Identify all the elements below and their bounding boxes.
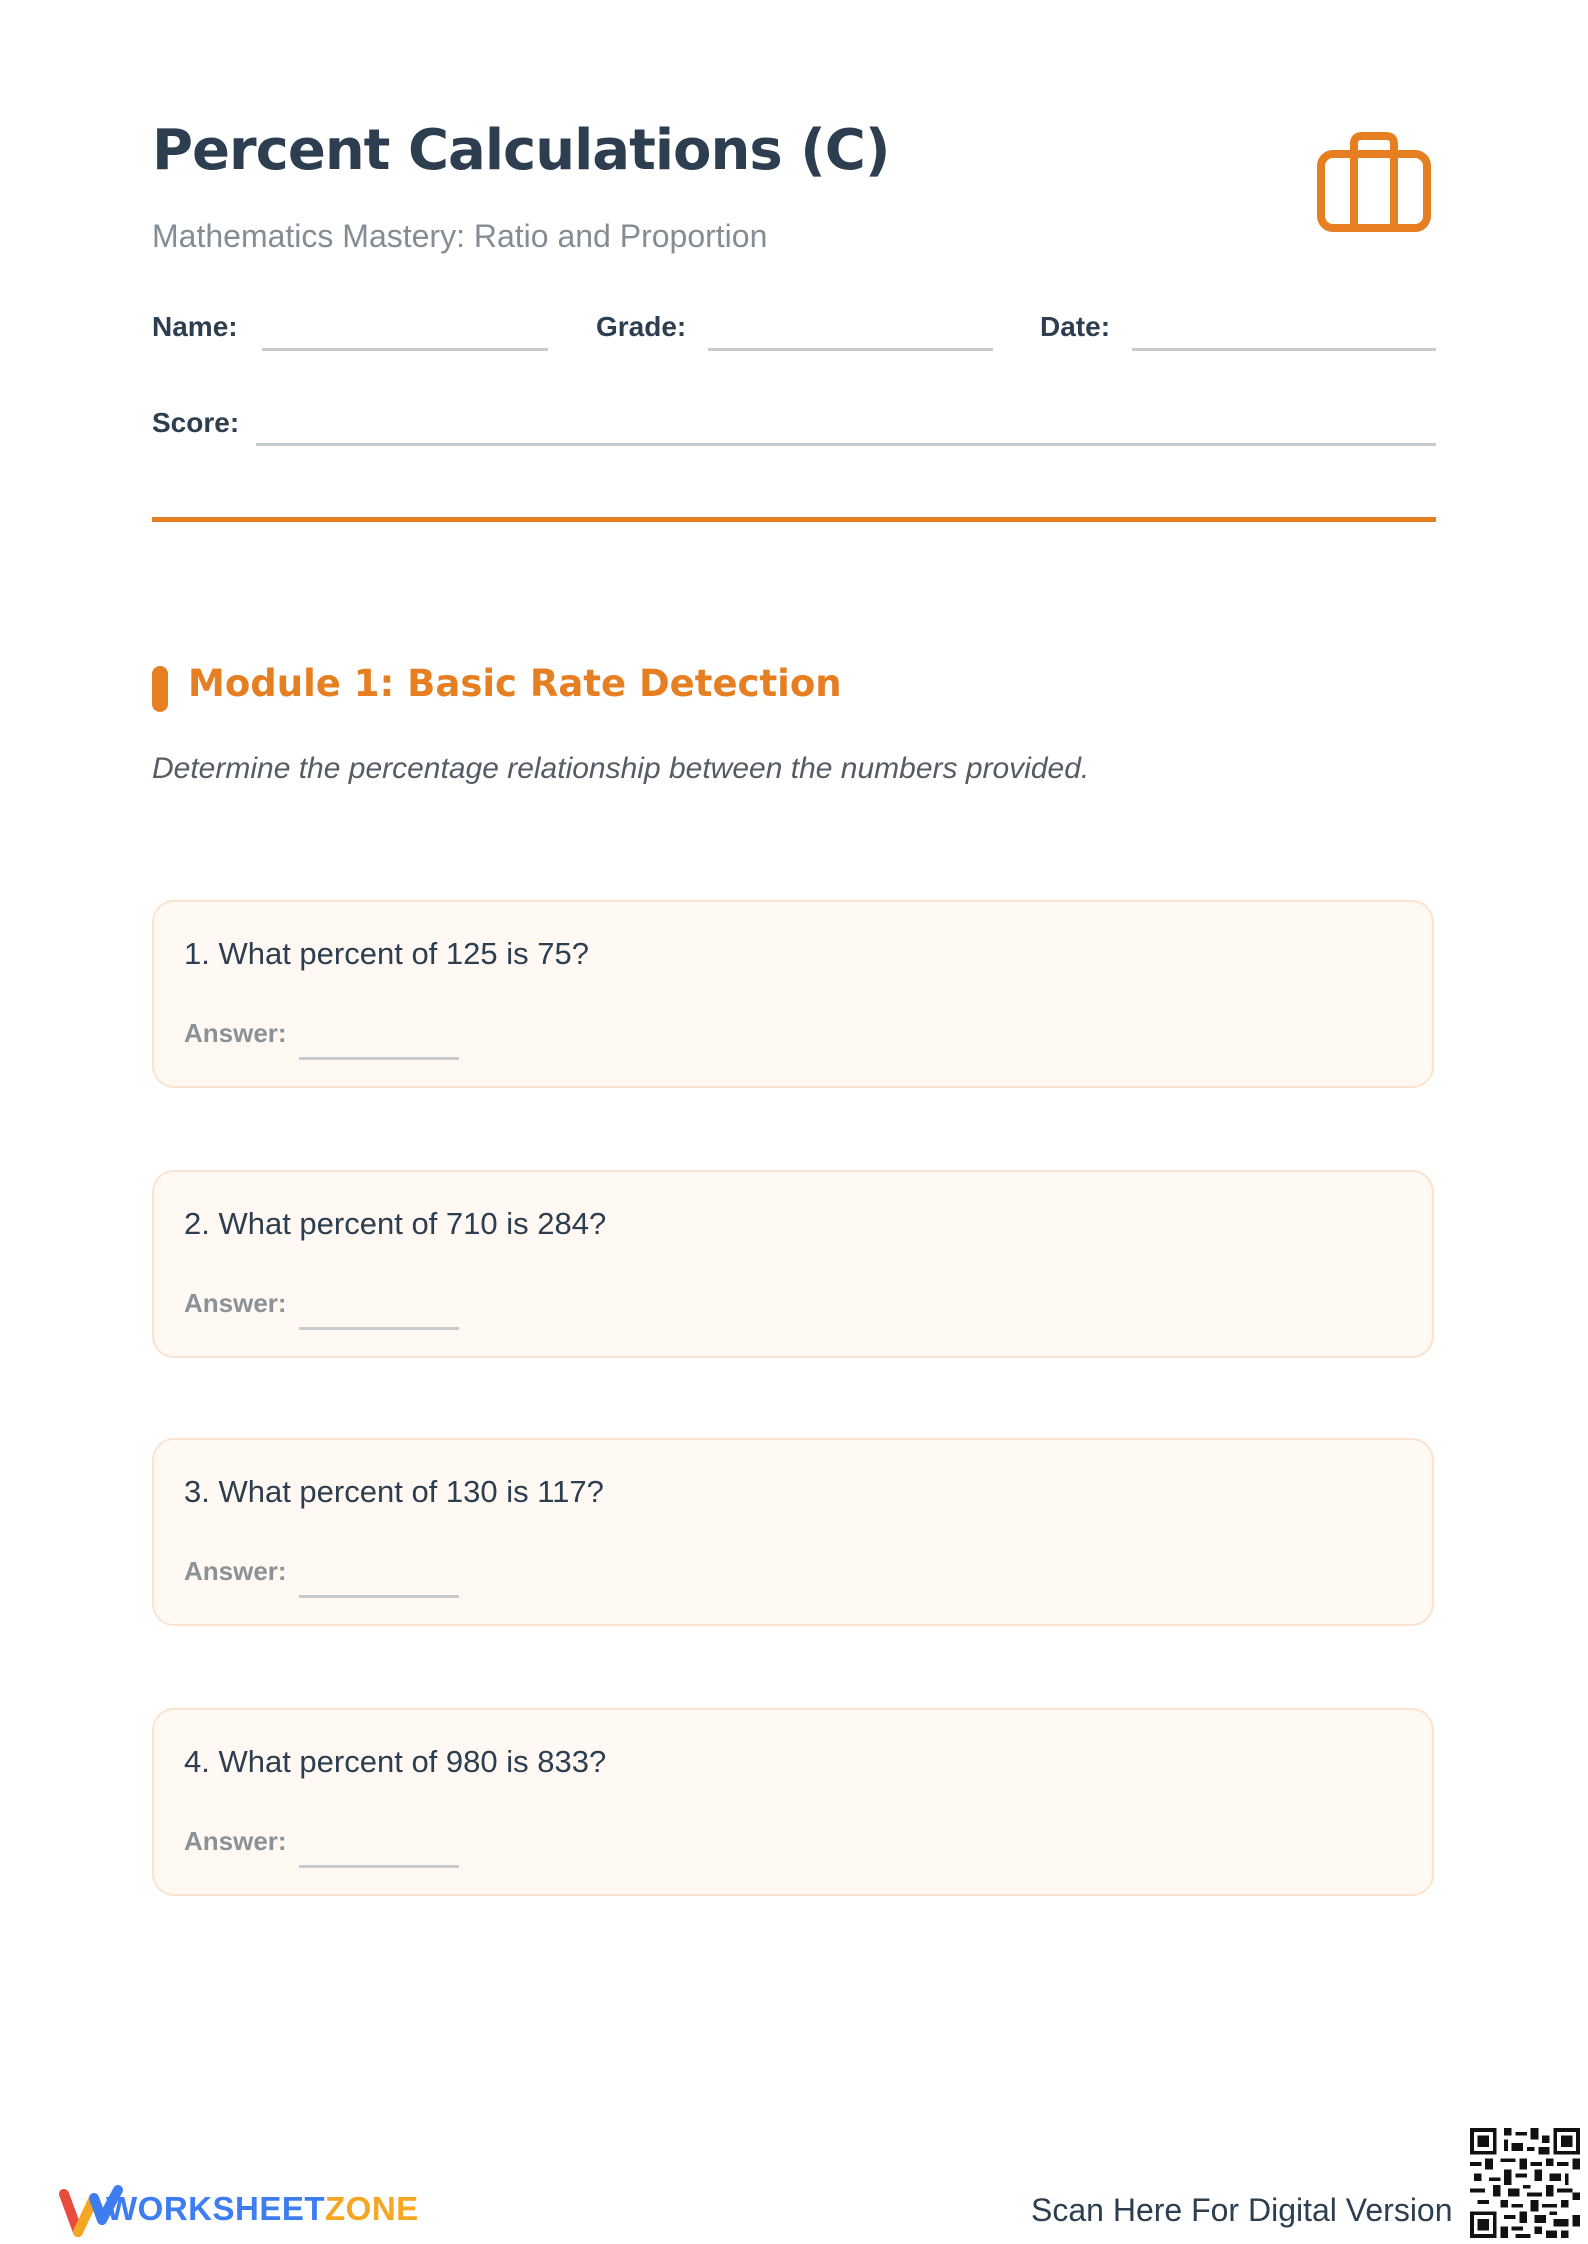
name-field[interactable] (262, 348, 548, 351)
question-card (152, 900, 1434, 1088)
module-accent-bar (152, 666, 168, 712)
question-card (152, 1708, 1434, 1896)
page-title: Percent Calculations (C) (152, 118, 890, 183)
answer-field[interactable] (299, 1057, 459, 1060)
name-label: Name: (152, 311, 238, 342)
answer-label: Answer: (184, 1826, 287, 1856)
module-title: Module 1: Basic Rate Detection (188, 662, 842, 705)
grade-label: Grade: (596, 311, 687, 342)
answer-field[interactable] (299, 1865, 459, 1868)
grade-field[interactable] (708, 348, 993, 351)
answer-label: Answer: (184, 1556, 287, 1586)
page-subtitle: Mathematics Mastery: Ratio and Proportion (152, 218, 768, 254)
brand-name (106, 2190, 419, 2228)
score-field[interactable] (256, 443, 1436, 446)
score-label: Score: (152, 407, 240, 438)
date-field[interactable] (1132, 348, 1436, 351)
date-label: Date: (1040, 311, 1111, 342)
module-instructions: Determine the percentage relationship between the numbers provided. (152, 752, 1090, 785)
brand-name-part2: ZONE (325, 2190, 419, 2227)
answer-field[interactable] (299, 1327, 459, 1330)
question-text: 4. What percent of 980 is 833? (184, 1744, 607, 1779)
answer-label: Answer: (184, 1288, 287, 1318)
scan-prompt: Scan Here For Digital Version (1031, 2192, 1453, 2228)
briefcase-icon (1316, 132, 1432, 232)
question-text: 3. What percent of 130 is 117? (184, 1474, 604, 1509)
question-card (152, 1170, 1434, 1358)
answer-label: Answer: (184, 1018, 287, 1048)
question-text: 1. What percent of 125 is 75? (184, 936, 589, 971)
question-card (152, 1438, 1434, 1626)
answer-field[interactable] (299, 1595, 459, 1598)
question-text: 2. What percent of 710 is 284? (184, 1206, 607, 1241)
qr-code-icon[interactable] (1470, 2128, 1580, 2238)
header-divider (152, 517, 1436, 522)
brand-name-part1: WORKSHEET (106, 2190, 325, 2227)
